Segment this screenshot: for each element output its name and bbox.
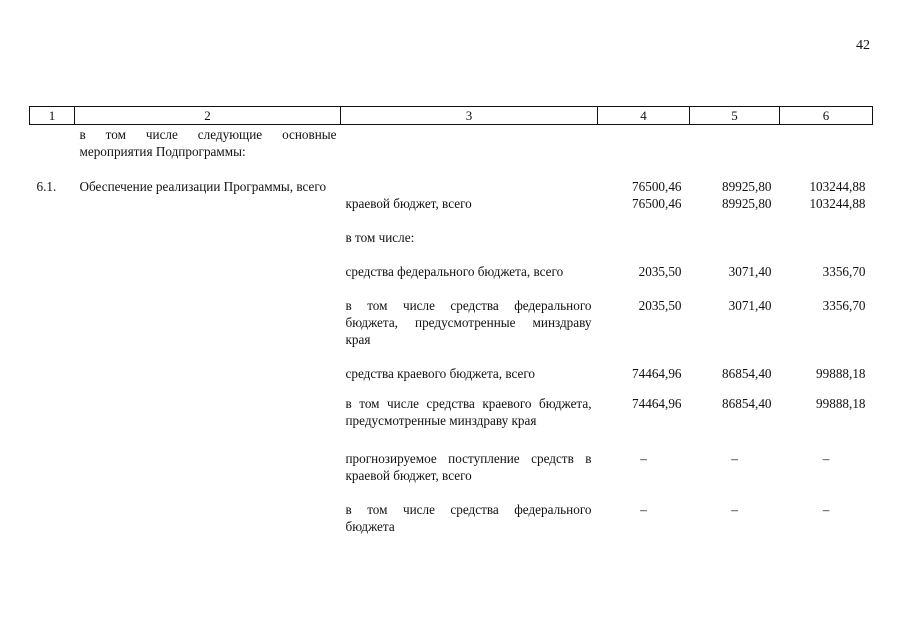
value-cell: 99888,18 xyxy=(816,396,866,411)
table-row xyxy=(30,212,873,246)
intro-text: в том числе следующие основные мероприятия Подпрограммы: xyxy=(79,127,337,159)
table-row xyxy=(30,280,873,348)
value-cell: – xyxy=(822,451,830,466)
header-cell: 2 xyxy=(75,107,341,125)
table-row xyxy=(30,195,873,212)
row-label: в том числе: xyxy=(345,230,415,245)
header-cell: 5 xyxy=(690,107,780,125)
value-cell: 3356,70 xyxy=(822,298,866,313)
header-cell: 4 xyxy=(598,107,690,125)
value-cell: 76500,46 xyxy=(632,196,682,211)
page-number: 42 xyxy=(856,38,870,53)
value-cell: – xyxy=(640,451,647,466)
table-row xyxy=(30,429,873,484)
table-row xyxy=(30,246,873,280)
value-cell: 2035,50 xyxy=(638,298,682,313)
value-cell: 74464,96 xyxy=(632,366,682,381)
value-cell: 86854,40 xyxy=(722,366,772,381)
value-cell: 3071,40 xyxy=(728,264,772,279)
row-label: средства федерального бюджета, всего xyxy=(345,264,564,279)
table-row xyxy=(30,484,873,535)
value-cell: 3071,40 xyxy=(728,298,772,313)
table-row xyxy=(30,382,873,429)
item-title: Обеспечение реализации Программы, всего xyxy=(79,179,327,194)
row-label: средства краевого бюджета, всего xyxy=(345,366,536,381)
row-label: в том числе средства краевого бюджета, предусмотренные минздраву края xyxy=(345,396,592,428)
value-cell: – xyxy=(731,451,738,466)
table-row xyxy=(30,348,873,382)
row-label: краевой бюджет, всего xyxy=(345,196,472,211)
table-row xyxy=(30,160,873,195)
budget-table xyxy=(29,106,873,535)
value-cell: 103244,88 xyxy=(809,179,866,194)
header-row xyxy=(30,107,873,125)
header-cell: 6 xyxy=(780,107,873,125)
table-row xyxy=(30,125,873,161)
value-cell: 99888,18 xyxy=(816,366,866,381)
value-cell: 89925,80 xyxy=(722,179,772,194)
value-cell: – xyxy=(731,502,738,517)
value-cell: 74464,96 xyxy=(632,396,682,411)
value-cell: 3356,70 xyxy=(822,264,866,279)
row-label: в том числе средства федерального бюджета xyxy=(345,502,592,534)
header-cell: 1 xyxy=(30,107,75,125)
value-cell: 86854,40 xyxy=(722,396,772,411)
item-number: 6.1. xyxy=(36,179,57,194)
value-cell: 2035,50 xyxy=(638,264,682,279)
value-cell: 76500,46 xyxy=(632,179,682,194)
value-cell: – xyxy=(822,502,830,517)
value-cell: 89925,80 xyxy=(722,196,772,211)
value-cell: 103244,88 xyxy=(809,196,866,211)
header-cell: 3 xyxy=(341,107,598,125)
row-label: прогнозируемое поступление средств в краевой бюджет, всего xyxy=(345,451,592,483)
row-label: в том числе средства федерального бюджета, предусмотренные минздраву края xyxy=(345,298,592,347)
value-cell: – xyxy=(640,502,647,517)
